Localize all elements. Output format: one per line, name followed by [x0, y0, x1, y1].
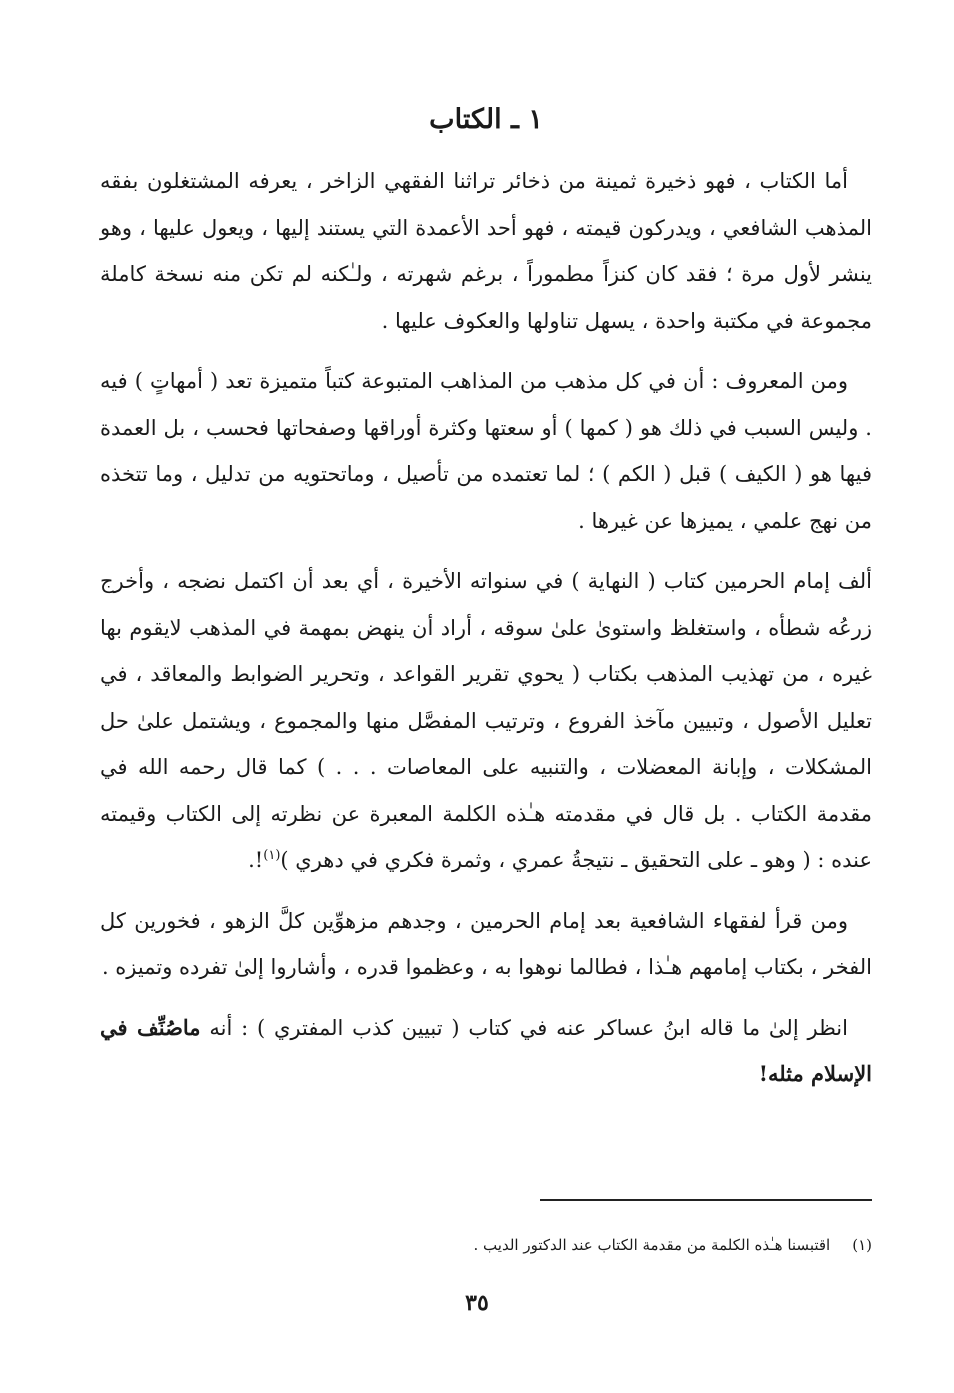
footnote-text: اقتبسنا هـٰذه الكلمة من مقدمة الكتاب عند الدكتور الديب . — [473, 1236, 831, 1254]
paragraph-5-bold: ماصُنِّف في الإسلام مثله! — [100, 1014, 872, 1086]
page-body — [100, 100, 872, 1112]
paragraph-1: أما الكتاب ، فهو ذخيرة ثمينة من ذخائر تراثنا الفقهي الزاخر ، يعرفه المشتغلون بفقه المذهب الشافعي ، ويدركون قيمته ، فهو أحد الأعمدة التي يستند إليها ، ويعول عليها ، وهو ينشر لأول مرة ؛ فقد كان كنزاً مطموراً ، برغم شهرته ، ولـٰكنه لم تكن منه نسخة كاملة مجموعة في مكتبة واحدة ، يسهل تناولها والعكوف عليها . — [100, 169, 872, 333]
footnote-number: (١) — [852, 1236, 872, 1254]
paragraph-5-text: انظر إلىٰ ما قاله ابنُ عساكر عنه في كتاب ( تبيين كذب المفتري ) : أنه — [209, 1015, 848, 1040]
page-number: ٣٥ — [465, 1290, 489, 1316]
paragraph-3-end: !. — [248, 848, 264, 872]
section-title: ١ ـ الكتاب — [429, 104, 543, 135]
paragraph-3 — [100, 558, 872, 884]
footnote-divider — [540, 1199, 872, 1201]
footnote — [100, 1232, 872, 1258]
paragraph-2: ومن المعروف : أن في كل مذهب من المذاهب المتبوعة كتباً متميزة تعد ( أمهاتٍ ) فيه . وليس السبب في ذلك هو ( كمها ) أو سعتها وكثرة أوراقها وصفحاتها فحسب ، بل العمدة فيها هو ( الكيف ) قبل ( الكم ) ؛ لما تعتمده من تأصيل ، وماتحتويه من تدليل ، وما تتخذه من نهج علمي ، يميزها عن غيرها . — [100, 369, 872, 533]
paragraph-4: ومن قرأ لفقهاء الشافعية بعد إمام الحرمين ، وجدهم مزهوِّين كلَّ الزهو ، فخورين كل الفخر ، بكتاب إمامهم هـٰذا ، فطالما نوهوا به ، وعظموا قدره ، وأشاروا إلىٰ تفرده وتميزه . — [100, 908, 872, 979]
paragraph-3-text: ألف إمام الحرمين كتاب ( النهاية ) في سنواته الأخيرة ، أي بعد أن اكتمل نضجه ، وأخرج زرعُه شطأه ، واستغلظ واستوىٰ علىٰ سوقه ، أراد أن ينهض بمهمة في المذهب لايقوم بها غيره ، من تهذيب المذهب بكتاب ( يحوي تقرير القواعد ، وتحرير الضوابط والمعاقد ، في تعليل الأصول ، وتبيين مآخذ الفروع ، وترتيب المفصَّل منها والمجموع ، ويشتمل علىٰ حل المشكلات ، وإبانة المعضلات ، والتنبيه على المعاصات . . . ) كما قال رحمه الله في مقدمة الكتاب . بل قال في مقدمته هـٰذه الكلمة المعبرة عن نظرته إلى الكتاب وقيمته عنده : ( وهو ـ على التحقيق ـ نتيجةُ عمري ، وثمرة فكري في دهري ) — [100, 569, 872, 872]
footnote-reference[interactable]: (١) — [263, 848, 281, 863]
paragraph-5 — [100, 1005, 872, 1098]
